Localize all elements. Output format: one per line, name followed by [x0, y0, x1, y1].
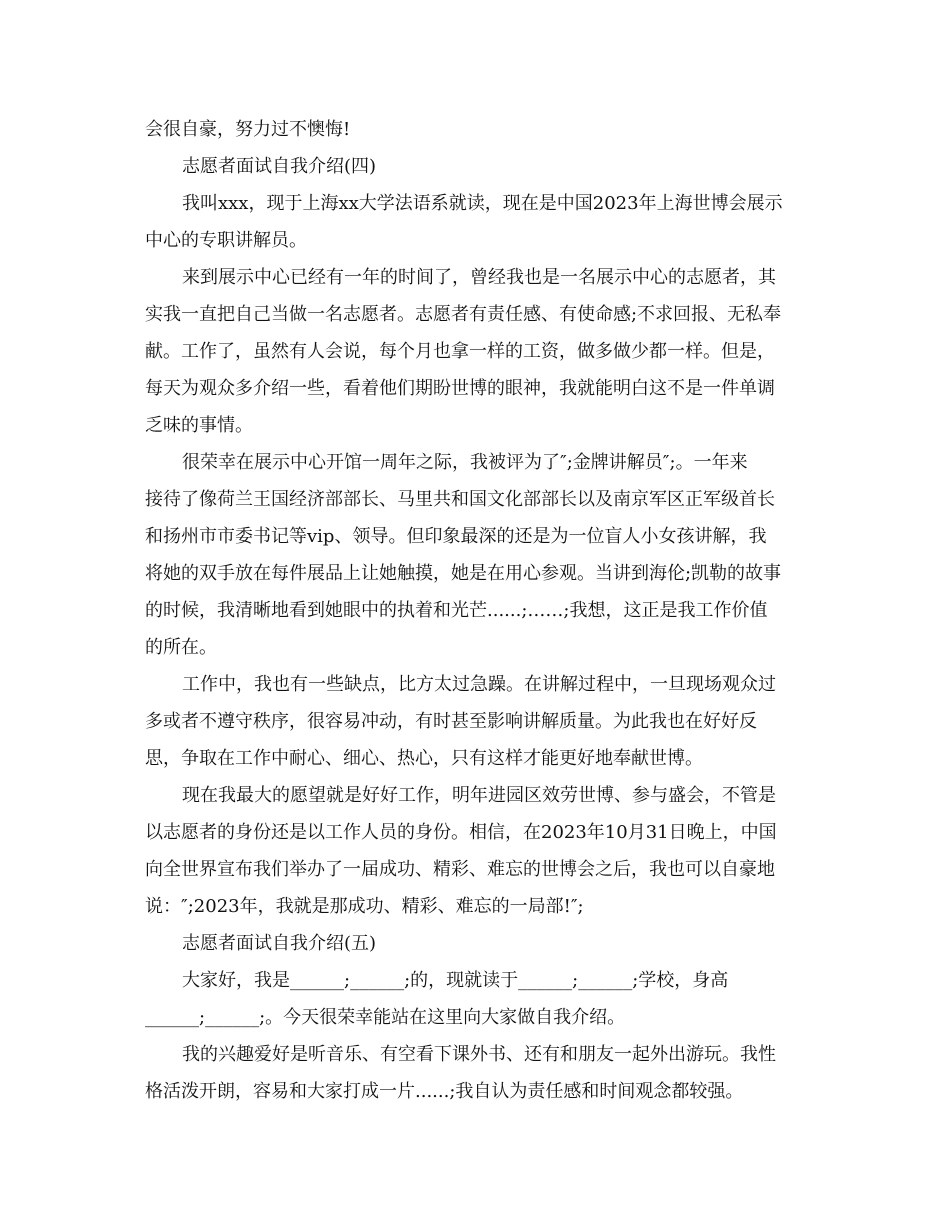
text-line: 很荣幸在展示中心开馆一周年之际，我被评为了″;金牌讲解员″;。一年来	[182, 452, 748, 473]
text-line: 中心的专职讲解员。	[145, 230, 307, 251]
text-line: 说：″;2023年，我就是那成功、精彩、难忘的一局部!″;	[145, 896, 584, 917]
text-line: 乏味的事情。	[145, 415, 253, 436]
section-heading: 志愿者面试自我介绍(五)	[182, 933, 377, 954]
text-line: 会很自豪，努力过不懊悔!	[145, 119, 351, 140]
text-line: 来到展示中心已经有一年的时间了，曾经我也是一名展示中心的志愿者，其	[182, 267, 776, 288]
text-line: 的所在。	[145, 637, 217, 658]
text-line: ______;______;。今天很荣幸能站在这里向大家做自我介绍。	[145, 1007, 626, 1028]
text-line: 将她的双手放在每件展品上让她触摸，她是在用心参观。当讲到海伦;凯勒的故事	[145, 563, 782, 584]
text-line: 献。工作了，虽然有人会说，每个月也拿一样的工资，做多做少都一样。但是，	[145, 341, 775, 362]
text-line: 向全世界宣布我们举办了一届成功、精彩、难忘的世博会之后，我也可以自豪地	[145, 859, 775, 880]
text-line: 每天为观众多介绍一些，看着他们期盼世博的眼神，我就能明白这不是一件单调	[145, 378, 775, 399]
text-line: 和扬州市市委书记等vip、领导。但印象最深的还是为一位盲人小女孩讲解，我	[145, 526, 767, 547]
text-line: 多或者不遵守秩序，很容易冲动，有时甚至影响讲解质量。为此我也在好好反	[145, 711, 757, 732]
text-line: 的时候，我清晰地看到她眼中的执着和光芒......;……;我想，这正是我工作价值	[145, 600, 768, 621]
text-line: 现在我最大的愿望就是好好工作，明年进园区效劳世博、参与盛会，不管是	[182, 785, 776, 806]
text-line: 我叫xxx，现于上海xx大学法语系就读，现在是中国2023年上海世博会展示	[182, 193, 783, 214]
text-line: 以志愿者的身份还是以工作人员的身份。相信，在2023年10月31日晚上，中国	[145, 822, 777, 843]
section-heading: 志愿者面试自我介绍(四)	[182, 156, 377, 177]
text-line: 思，争取在工作中耐心、细心、热心，只有这样才能更好地奉献世博。	[145, 748, 703, 769]
text-line: 我的兴趣爱好是听音乐、有空看下课外书、还有和朋友一起外出游玩。我性	[182, 1044, 776, 1065]
text-line: 工作中，我也有一些缺点，比方太过急躁。在讲解过程中，一旦现场观众过	[182, 674, 776, 695]
text-line: 大家好，我是______;______;的，现就读于______;______;学校，身高	[182, 970, 729, 991]
text-line: 接待了像荷兰王国经济部部长、马里共和国文化部部长以及南京军区正军级首长	[145, 489, 775, 510]
text-line: 实我一直把自己当做一名志愿者。志愿者有责任感、有使命感;不求回报、无私奉	[145, 304, 782, 325]
text-line: 格活泼开朗，容易和大家打成一片......;我自认为责任感和时间观念都较强。	[145, 1081, 744, 1102]
